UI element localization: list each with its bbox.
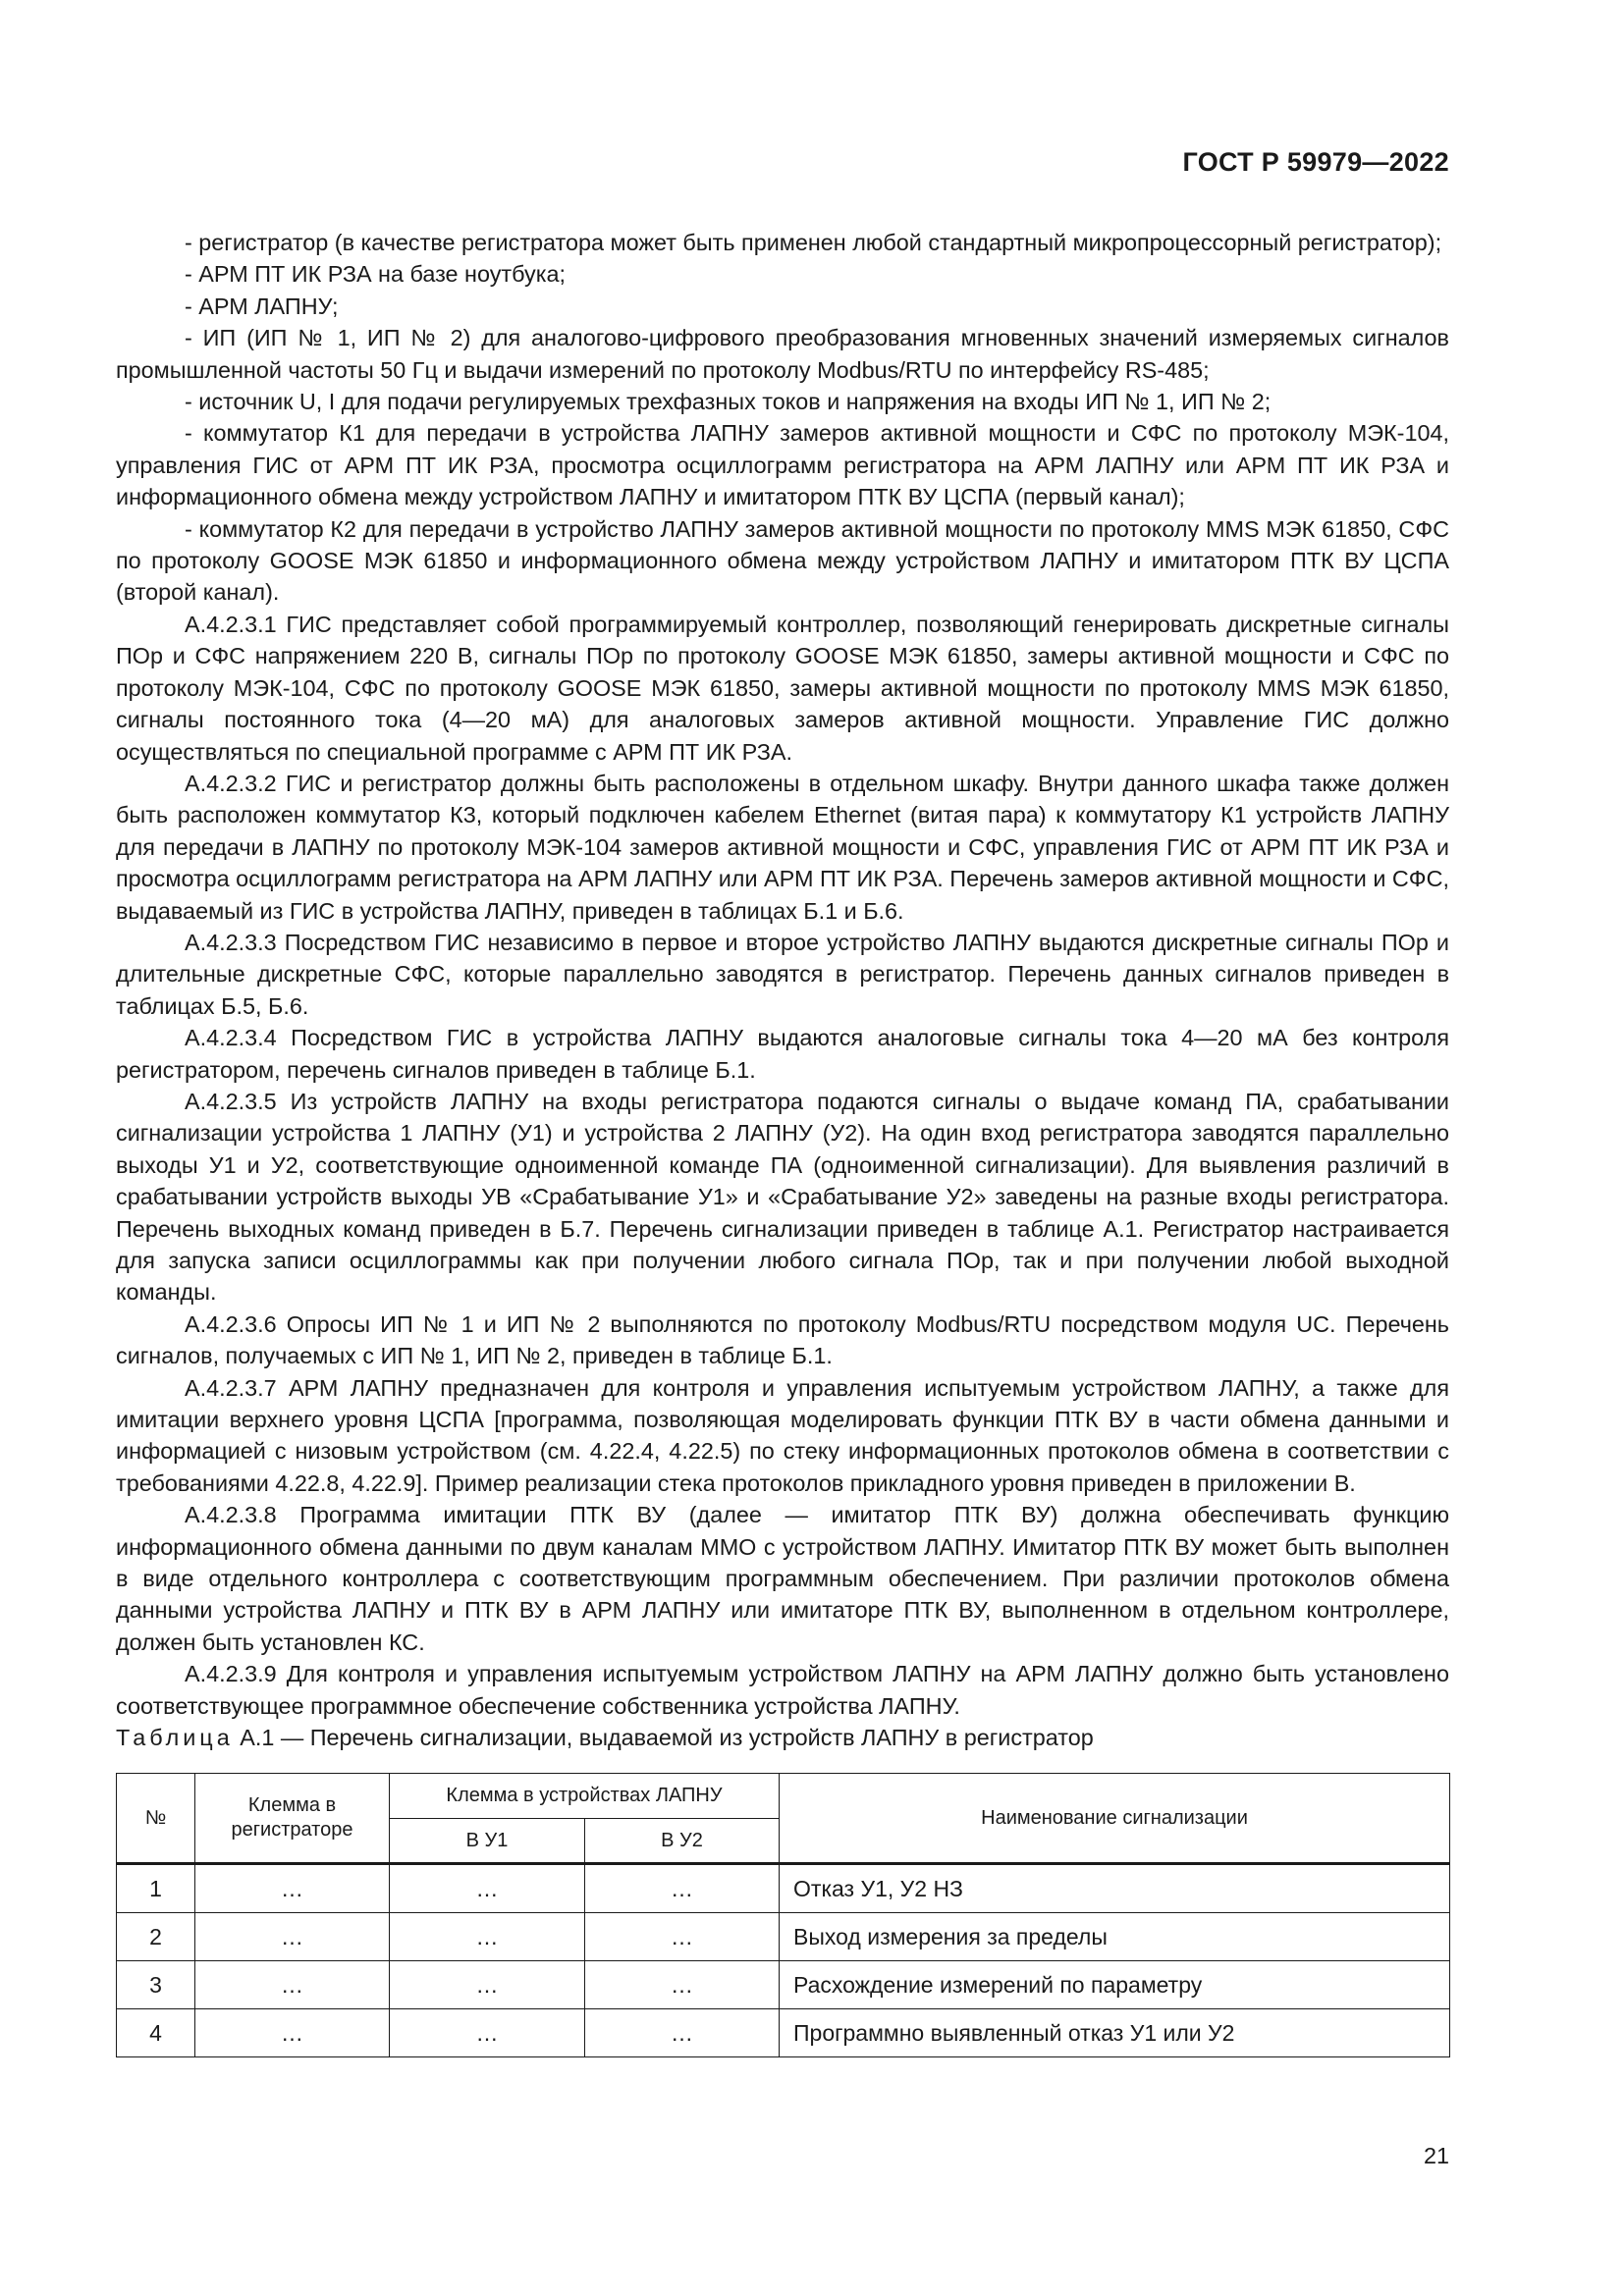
- cell-u1: …: [390, 1913, 585, 1961]
- paragraph-clause: А.4.2.3.6 Опросы ИП № 1 и ИП № 2 выполняются по протоколу Modbus/RTU посредством модуля UC. Перечень сигналов, получаемых с ИП № 1, ИП № 2, приведен в таблице Б.1.: [116, 1310, 1449, 1369]
- document-header: ГОСТ Р 59979—2022: [1182, 147, 1449, 177]
- header-in-u2: В У2: [585, 1819, 780, 1864]
- table-header-row: [117, 1774, 1450, 1819]
- table-caption-label: Таблица: [116, 1725, 234, 1750]
- page-number: 21: [1423, 2143, 1449, 2168]
- table-caption: [116, 1722, 1094, 1753]
- cell-signal-name: Отказ У1, У2 НЗ: [780, 1864, 1450, 1913]
- paragraph-clause: А.4.2.3.7 АРМ ЛАПНУ предназначен для контроля и управления испытуемым устройством ЛАПНУ, а также для имитации верхнего уровня ЦСПА [программа, позволяющая моделировать функции ПТК ВУ в части обмена данными и информацией с низовым устройством (см. 4.22.4, 4.22.5) по стеку информационных протоколов обмена в соответствии с требованиями 4.22.8, 4.22.9]. Пример реализации стека протоколов прикладного уровня приведен в приложении В.: [116, 1374, 1449, 1496]
- paragraph-clause: А.4.2.3.9 Для контроля и управления испытуемым устройством ЛАПНУ на АРМ ЛАПНУ должно быть установлено соответствующее программное обеспечение собственника устройства ЛАПНУ.: [116, 1661, 1449, 1719]
- cell-recorder: …: [195, 1961, 390, 2009]
- paragraph-list-item: - АРМ ЛАПНУ;: [185, 293, 339, 319]
- signal-table: [116, 1773, 1450, 2057]
- paragraph-list-item: - регистратор (в качестве регистратора может быть применен любой стандартный микропроцессорный регистратор);: [185, 230, 1442, 255]
- table-row: [117, 1913, 1450, 1961]
- cell-u2: …: [585, 1913, 780, 1961]
- header-signal-name: Наименование сигнализации: [780, 1774, 1450, 1864]
- paragraph-clause: А.4.2.3.3 Посредством ГИС независимо в первое и второе устройство ЛАПНУ выдаются дискретные сигналы ПОр и длительные дискретные СФС, которые параллельно заводятся в регистратор. Перечень данных сигналов приведен в таблицах Б.5, Б.6.: [116, 929, 1449, 1019]
- cell-u1: …: [390, 2009, 585, 2057]
- header-terminal-devices: Клемма в устройствах ЛАПНУ: [390, 1774, 780, 1819]
- cell-no: 1: [117, 1864, 195, 1913]
- cell-recorder: …: [195, 2009, 390, 2057]
- cell-no: 3: [117, 1961, 195, 2009]
- cell-u2: …: [585, 1961, 780, 2009]
- paragraph-clause: А.4.2.3.8 Программа имитации ПТК ВУ (далее — имитатор ПТК ВУ) должна обеспечивать функцию информационного обмена данными по двум каналам ММО с устройством ЛАПНУ. Имитатор ПТК ВУ может быть выполнен в виде отдельного контроллера с соответствующим программным обеспечением. При различии протоколов обмена данными устройства ЛАПНУ и ПТК ВУ в АРМ ЛАПНУ или имитаторе ПТК ВУ, выполненном в отдельном контроллере, должен быть установлен КС.: [116, 1502, 1449, 1655]
- cell-u2: …: [585, 2009, 780, 2057]
- cell-u2: …: [585, 1864, 780, 1913]
- header-no: №: [117, 1774, 195, 1864]
- paragraph-list-item: - АРМ ПТ ИК РЗА на базе ноутбука;: [185, 261, 566, 288]
- cell-signal-name: Выход измерения за пределы: [780, 1913, 1450, 1961]
- paragraph-clause: А.4.2.3.4 Посредством ГИС в устройства ЛАПНУ выдаются аналоговые сигналы тока 4—20 мА без контроля регистратором, перечень сигналов приведен в таблице Б.1.: [116, 1025, 1449, 1083]
- table-row: [117, 1864, 1450, 1913]
- table-caption-text: А.1 — Перечень сигнализации, выдаваемой из устройств ЛАПНУ в регистратор: [240, 1725, 1094, 1750]
- body-text: [116, 227, 1449, 1722]
- cell-no: 4: [117, 2009, 195, 2057]
- cell-signal-name: Программно выявленный отказ У1 или У2: [780, 2009, 1450, 2057]
- cell-signal-name: Расхождение измерений по параметру: [780, 1961, 1450, 2009]
- paragraph-clause: А.4.2.3.5 Из устройств ЛАПНУ на входы регистратора подаются сигналы о выдаче команд ПА, срабатывании сигнализации устройства 1 ЛАПНУ (У1) и устройства 2 ЛАПНУ (У2). На один вход регистратора заводятся параллельно выходы У1 и У2, соответствующие одноименной команде ПА (одноименной сигнализации). Для выявления различий в срабатывании устройств выходы УВ «Срабатывание У1» и «Срабатывание У2» заведены на разные входы регистратора. Перечень выходных команд приведен в Б.7. Перечень сигнализации приведен в таблице А.1. Регистратор настраивается для запуска записи осциллограммы как при получении любого сигнала ПОр, так и при получении любой выходной команды.: [116, 1088, 1449, 1306]
- header-terminal-recorder: Клемма в регистраторе: [195, 1774, 390, 1864]
- paragraph-list-item: - источник U, I для подачи регулируемых трехфазных токов и напряжения на входы ИП № 1, ИП № 2;: [185, 389, 1272, 415]
- cell-u1: …: [390, 1961, 585, 2009]
- cell-u1: …: [390, 1864, 585, 1913]
- paragraph-list-item: - коммутатор К2 для передачи в устройство ЛАПНУ замеров активной мощности по протоколу MMS МЭК 61850, СФС по протоколу GOOSE МЭК 61850 и информационного обмена между устройством ЛАПНУ и имитатором ПТК ВУ ЦСПА (второй канал).: [116, 515, 1449, 606]
- paragraph-list-item: - ИП (ИП № 1, ИП № 2) для аналогово-цифрового преобразования мгновенных значений измеряемых сигналов промышленной частоты 50 Гц и выдачи измерений по протоколу Modbus/RTU по интерфейсу RS-485;: [116, 325, 1449, 383]
- paragraph-clause: А.4.2.3.1 ГИС представляет собой программируемый контроллер, позволяющий генерировать дискретные сигналы ПОр и СФС напряжением 220 В, сигналы ПОр по протоколу GOOSE МЭК 61850, замеры активной мощности и СФС по протоколу МЭК-104, СФС по протоколу GOOSE МЭК 61850, замеры активной мощности по протоколу MMS МЭК 61850, сигналы постоянного тока (4—20 мА) для аналоговых замеров активной мощности. Управление ГИС должно осуществляться по специальной программе с АРМ ПТ ИК РЗА.: [116, 611, 1449, 765]
- header-in-u1: В У1: [390, 1819, 585, 1864]
- paragraph-clause: А.4.2.3.2 ГИС и регистратор должны быть расположены в отдельном шкафу. Внутри данного шкафа также должен быть расположен коммутатор К3, который подключен кабелем Ethernet (витая пара) к коммутатору К1 устройств ЛАПНУ для передачи в ЛАПНУ по протоколу МЭК-104 замеров активной мощности и СФС, управления ГИС от АРМ ПТ ИК РЗА и просмотра осциллограмм регистратора на АРМ ЛАПНУ или АРМ ПТ ИК РЗА. Перечень замеров активной мощности и СФС, выдаваемый из ГИС в устройства ЛАПНУ, приведен в таблицах Б.1 и Б.6.: [116, 770, 1449, 924]
- table-row: [117, 2009, 1450, 2057]
- cell-no: 2: [117, 1913, 195, 1961]
- paragraph-list-item: - коммутатор К1 для передачи в устройства ЛАПНУ замеров активной мощности и СФС по протоколу МЭК-104, управления ГИС от АРМ ПТ ИК РЗА, просмотра осциллограмм регистратора на АРМ ЛАПНУ или АРМ ПТ ИК РЗА и информационного обмена между устройством ЛАПНУ и имитатором ПТК ВУ ЦСПА (первый канал);: [116, 420, 1449, 510]
- cell-recorder: …: [195, 1913, 390, 1961]
- cell-recorder: …: [195, 1864, 390, 1913]
- table-row: [117, 1961, 1450, 2009]
